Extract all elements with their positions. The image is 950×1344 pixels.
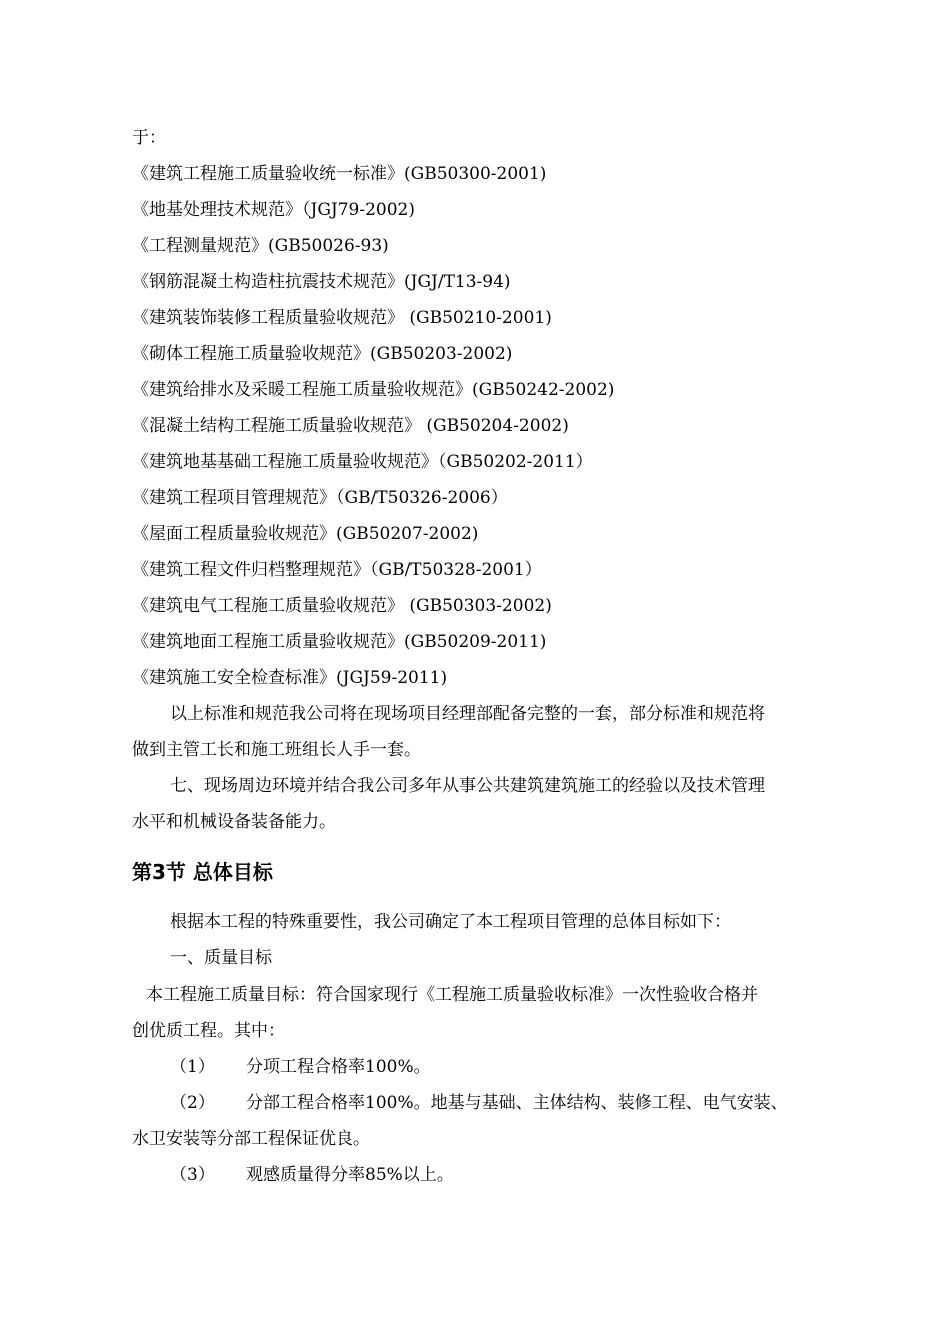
item-number: （3） (170, 1165, 215, 1185)
sub-heading: 一、质量目标 (170, 948, 272, 968)
paragraph-text: 以上标准和规范我公司将在现场项目经理部配备完整的一套，部分标准和规范将 (170, 704, 765, 724)
item-text: 分项工程合格率100%。 (246, 1057, 431, 1077)
paragraph-text: 本工程施工质量目标：符合国家现行《工程施工质量验收标准》一次性验收合格并 (146, 985, 758, 1005)
standard-item: 《混凝土结构工程施工质量验收规范》 (GB50204-2002) (132, 416, 569, 436)
paragraph-text: 水平和机械设备装备能力。 (132, 812, 336, 832)
standard-item: 《砌体工程施工质量验收规范》(GB50203-2002) (132, 344, 513, 364)
paragraph-text: 创优质工程。其中： (132, 1021, 285, 1041)
item-text: 观感质量得分率85%以上。 (246, 1165, 454, 1185)
item-number: （2） (170, 1093, 215, 1113)
paragraph-text: 水卫安装等分部工程保证优良。 (132, 1129, 370, 1149)
intro-text: 于： (132, 128, 166, 148)
standard-item: 《建筑工程项目管理规范》（GB/T50326-2006） (132, 488, 508, 508)
standard-item: 《建筑施工安全检查标准》(JGJ59-2011) (132, 668, 448, 688)
standard-item: 《地基处理技术规范》（JGJ79-2002) (132, 200, 415, 220)
standard-item: 《建筑装饰装修工程质量验收规范》 (GB50210-2001) (132, 308, 552, 328)
standard-item: 《工程测量规范》(GB50026-93) (132, 236, 389, 256)
standard-item: 《屋面工程质量验收规范》(GB50207-2002) (132, 524, 479, 544)
item-number: （1） (170, 1057, 215, 1077)
standard-item: 《建筑电气工程施工质量验收规范》 (GB50303-2002) (132, 596, 552, 616)
paragraph-text: 七、现场周边环境并结合我公司多年从事公共建筑建筑施工的经验以及技术管理 (170, 776, 765, 796)
standard-item: 《建筑工程文件归档整理规范》（GB/T50328-2001） (132, 560, 542, 580)
standard-item: 《建筑地基基础工程施工质量验收规范》（GB50202-2011） (132, 452, 593, 472)
paragraph-text: 根据本工程的特殊重要性，我公司确定了本工程项目管理的总体目标如下： (170, 912, 731, 932)
standard-item: 《建筑工程施工质量验收统一标准》(GB50300-2001) (132, 164, 547, 184)
standard-item: 《钢筋混凝土构造柱抗震技术规范》(JGJ/T13-94) (132, 272, 511, 292)
paragraph-text: 做到主管工长和施工班组长人手一套。 (132, 740, 421, 760)
list-item (170, 1055, 890, 1079)
list-item (170, 1091, 890, 1115)
list-item (170, 1163, 890, 1187)
standard-item: 《建筑给排水及采暖工程施工质量验收规范》(GB50242-2002) (132, 380, 615, 400)
standard-item: 《建筑地面工程施工质量验收规范》(GB50209-2011) (132, 632, 547, 652)
item-text: 分部工程合格率100%。地基与基础、主体结构、装修工程、电气安装、 (246, 1093, 788, 1113)
section-heading: 第3节 总体目标 (132, 860, 273, 884)
